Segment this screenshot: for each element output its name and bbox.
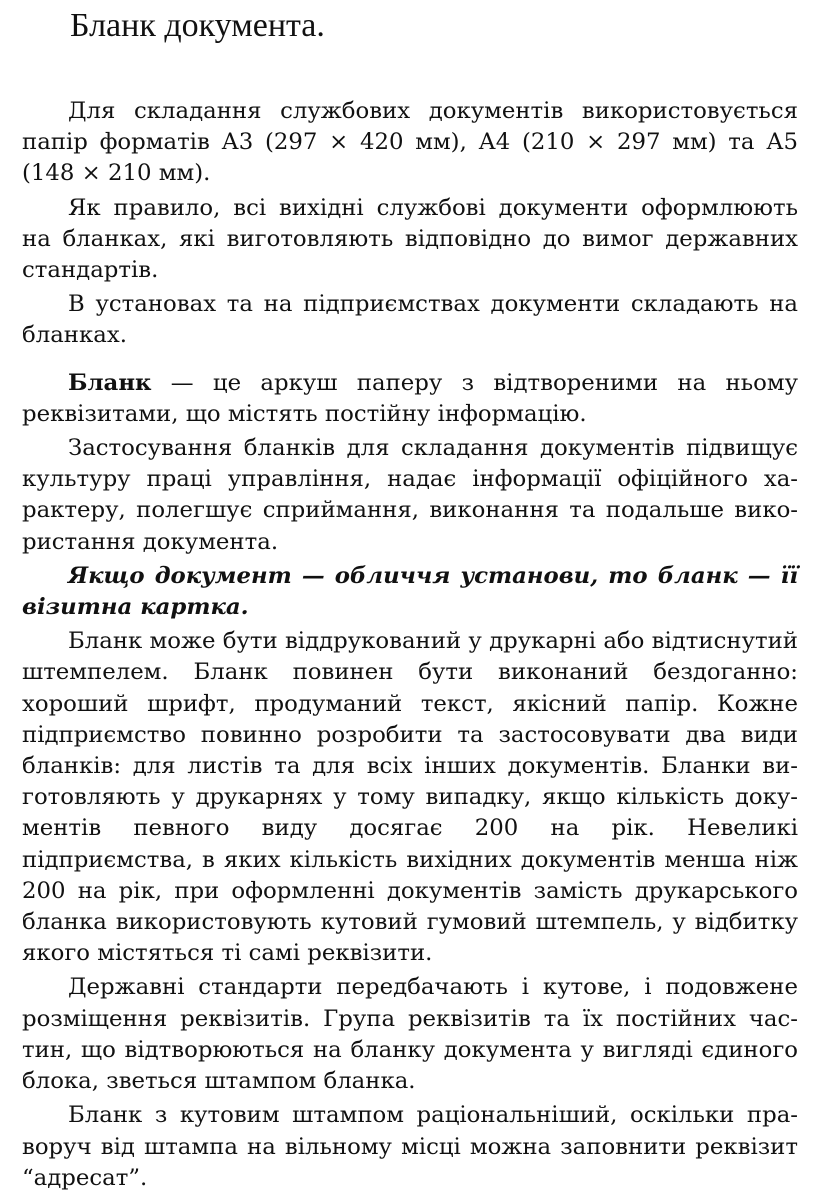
- paragraph-application: [22, 433, 798, 558]
- paragraph-text: Бланк може бути віддрукований у друкарні або відтиснутий штемпелем. Бланк повинен бути виконаний бездоганно: хороший шрифт, продуманий текст, якісний папір. Кожне підприємство повинно розробити та застосовувати два види бланків: для листів та для всіх інших документів. Бланки виготовляють у друкарнях у тому випадку, якщо кількість документів певного виду досягає 200 на рік. Невеликі підприємства, в яких кількість вихідних документів менша ніж 200 на рік, при оформленні документів замість друкарського бланка використовують кутовий гумовий штемпель, у відбитку якого містяться ті самі реквізити.: [22, 628, 798, 967]
- document-page: [22, 0, 798, 1194]
- paragraph-printing: [22, 626, 798, 969]
- paragraph-text: Для складання службових документів використовується папір форматів А3 (297 × 420 мм), А4 (210 × 297 мм) та А5 (148 × 210 мм).: [22, 98, 798, 187]
- paragraph-outgoing-documents: [22, 193, 798, 287]
- paragraph-text: Державні стандарти передбачають і кутове, і подовжене розміщення реквізитів. Група реквізитів та їх постійних частин, що відтворюються на бланку документа у вигляді єдиного блока, зветься штампом бланка.: [22, 974, 798, 1095]
- paragraph-institutions: [22, 289, 798, 351]
- paragraph-text: Застосування бланків для складання документів підвищує культуру праці управління, надає інформації офіційного характеру, полегшує сприймання, виконання та подальше використання документа.: [22, 435, 798, 555]
- paragraph-definition: [22, 368, 798, 430]
- definition-term: Бланк: [68, 369, 152, 396]
- document-title: Бланк документа.: [70, 7, 325, 44]
- definition-text: — це аркуш паперу з відтвореними на ньому реквізитами, що містять постійну інформацію.: [22, 369, 798, 427]
- paragraph-text: Як правило, всі вихідні службові документи оформлюють на бланках, які виготовляють відповідно до вимог державних стандартів.: [22, 194, 798, 284]
- paragraph-paper-formats: [22, 96, 798, 190]
- quote-text: Якщо документ — обличчя установи, то бланк — її візитна картка.: [22, 562, 798, 621]
- paragraph-quote: [22, 561, 798, 623]
- paragraph-standards: [22, 972, 798, 1097]
- paragraph-text: Бланк з кутовим штампом раціональніший, оскільки праворуч від штампа на вільному місці можна заповнити реквізит “адресат”.: [22, 1102, 798, 1191]
- paragraph-corner-stamp: [22, 1100, 798, 1194]
- paragraph-text: В установах та на підприємствах документи складають на бланках.: [22, 291, 798, 349]
